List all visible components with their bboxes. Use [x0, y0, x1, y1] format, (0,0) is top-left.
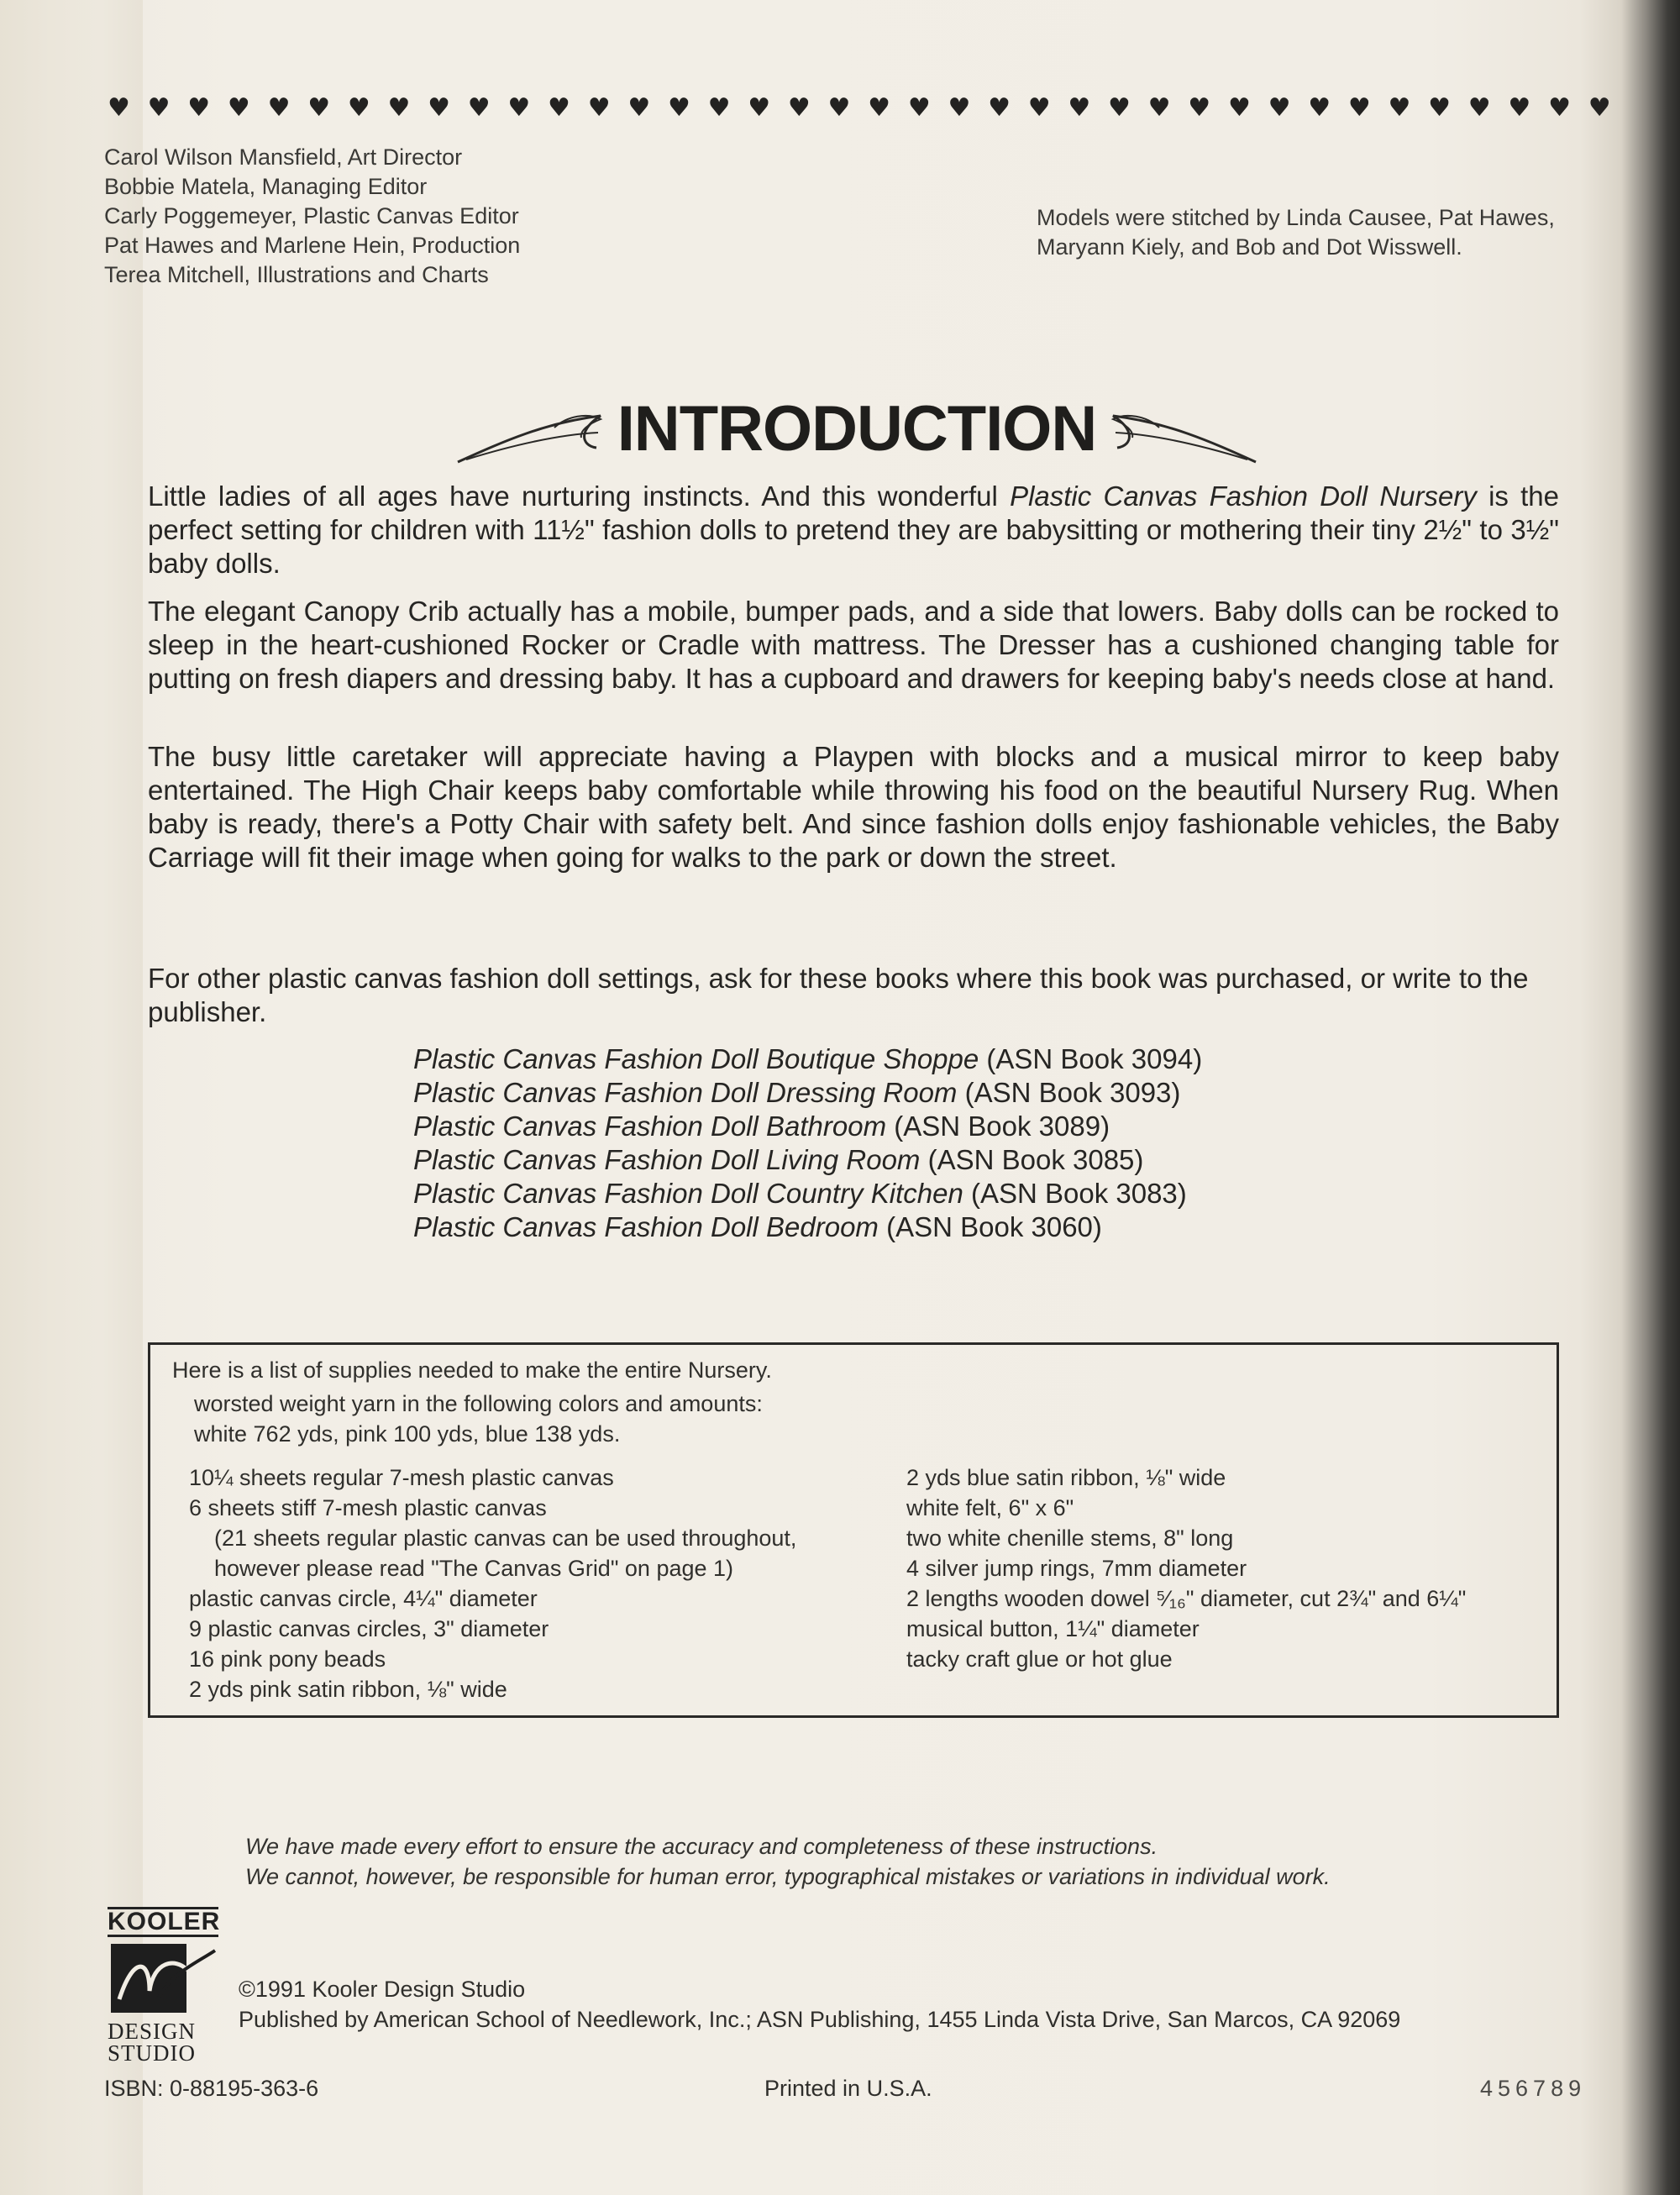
- heart-icon: ♥: [187, 93, 211, 123]
- heart-icon: ♥: [667, 93, 690, 123]
- book-title: Plastic Canvas Fashion Doll Living Room: [413, 1144, 921, 1175]
- staff-credits: [104, 143, 520, 290]
- heart-icon: ♥: [988, 93, 1011, 123]
- book-list-item: [413, 1143, 1202, 1177]
- heart-icon: ♥: [1227, 93, 1251, 123]
- print-run-number: 456789: [1480, 2076, 1587, 2101]
- supplies-left-column: [189, 1462, 796, 1704]
- credit-line: Pat Hawes and Marlene Hein, Production: [104, 233, 521, 258]
- logo-text-top: KOOLER: [108, 1908, 221, 1935]
- paragraph-text: is the perfect setting for children with 11½" fashion dolls to pretend they are babysitting or mothering their tiny 2½" to 3½" baby dolls.: [148, 480, 1560, 579]
- credit-line: Bobbie Matela, Managing Editor: [104, 174, 428, 199]
- supply-item: tacky craft glue or hot glue: [906, 1646, 1173, 1672]
- book-number: (ASN Book 3083): [963, 1178, 1187, 1209]
- book-list-item: [413, 1210, 1202, 1244]
- copyright-block: [239, 1974, 1400, 2035]
- supply-item: 2 lengths wooden dowel ⁵⁄₁₆" diameter, cut 2¾" and 6¼": [906, 1586, 1467, 1611]
- book-title: Plastic Canvas Fashion Doll Country Kitchen: [413, 1178, 963, 1209]
- heart-icon: ♥: [907, 93, 931, 123]
- heart-icon: ♥: [1108, 93, 1131, 123]
- heart-icon: ♥: [387, 93, 411, 123]
- publisher-line: Published by American School of Needlework, Inc.; ASN Publishing, 1455 Linda Vista Drive, San Marcos, CA 92069: [239, 2007, 1401, 2032]
- supply-item: white felt, 6" x 6": [906, 1495, 1074, 1520]
- supply-item: plastic canvas circle, 4¼" diameter: [189, 1586, 538, 1611]
- heart-icon: ♥: [428, 93, 451, 123]
- heart-icon: ♥: [1188, 93, 1211, 123]
- logo-mark-icon: [108, 1940, 218, 2016]
- isbn: ISBN: 0-88195-363-6: [104, 2076, 319, 2101]
- heart-border: [108, 94, 1611, 123]
- heart-icon: ♥: [707, 93, 731, 123]
- heart-icon: ♥: [1308, 93, 1331, 123]
- model-credit-line: Models were stitched by Linda Causee, Pat Hawes,: [1037, 205, 1555, 230]
- heart-icon: ♥: [347, 93, 370, 123]
- intro-paragraph-4: For other plastic canvas fashion doll settings, ask for these books where this book was purchased, or write to the publisher.: [148, 963, 1529, 1027]
- intro-paragraph-3: The busy little caretaker will appreciate having a Playpen with blocks and a musical mirror to keep baby entertained. The High Chair keeps baby comfortable while throwing his food on the beautiful Nursery Rug. When baby is ready, there's a Potty Chair with safety belt. And since fashion dolls enjoy fashionable vehicles, the Baby Carriage will fit their image when going for walks to the park or down the street.: [148, 741, 1559, 873]
- intro-paragraph-1: [148, 480, 1559, 580]
- book-title-italic: Plastic Canvas Fashion Doll Nursery: [1010, 480, 1477, 512]
- book-number: (ASN Book 3094): [979, 1043, 1203, 1074]
- credit-line: Carol Wilson Mansfield, Art Director: [104, 144, 463, 170]
- supply-item: 2 yds blue satin ribbon, ⅛" wide: [906, 1465, 1226, 1490]
- heart-icon: ♥: [1147, 93, 1171, 123]
- model-credits: [1037, 203, 1641, 262]
- intro-paragraph-2: The elegant Canopy Crib actually has a mobile, bumper pads, and a side that lowers. Baby dolls can be rocked to sleep in the heart-cushioned Rocker or Cradle with mattress. The Dresser has a cushioned changing table for putting on fresh diapers and dressing baby. It has a cupboard and drawers for keeping baby's needs close at hand.: [148, 596, 1559, 694]
- supply-item: 16 pink pony beads: [189, 1646, 386, 1672]
- logo-text-bottom: [108, 2020, 225, 2064]
- book-number: (ASN Book 3085): [920, 1144, 1144, 1175]
- related-books-list: [413, 1042, 1202, 1244]
- publisher-logo: [108, 1907, 225, 2066]
- heart-icon: ♥: [108, 93, 130, 123]
- heart-icon: ♥: [267, 93, 291, 123]
- copyright-line: ©1991 Kooler Design Studio: [239, 1977, 526, 2002]
- heart-icon: ♥: [948, 93, 971, 123]
- heart-icon: ♥: [1588, 93, 1611, 123]
- book-title: Plastic Canvas Fashion Doll Bathroom: [413, 1111, 887, 1142]
- introduction-heading: [454, 382, 1260, 483]
- heart-icon: ♥: [1068, 93, 1091, 123]
- paragraph-text: Little ladies of all ages have nurturing instincts. And this wonderful: [148, 480, 1011, 512]
- disclaimer-line: We cannot, however, be responsible for human error, typographical mistakes or variations in individual work.: [245, 1864, 1331, 1889]
- supply-item: worsted weight yarn in the following colors and amounts:: [194, 1391, 763, 1416]
- book-title: Plastic Canvas Fashion Doll Dressing Room: [413, 1077, 958, 1108]
- supply-item: 9 plastic canvas circles, 3" diameter: [189, 1616, 549, 1641]
- book-list-item: [413, 1177, 1202, 1210]
- model-credit-line: Maryann Kiely, and Bob and Dot Wisswell.: [1037, 234, 1462, 260]
- heart-icon: ♥: [548, 93, 570, 123]
- book-number: (ASN Book 3093): [957, 1077, 1181, 1108]
- disclaimer: [245, 1831, 1331, 1892]
- heart-icon: ♥: [627, 93, 651, 123]
- heart-icon: ♥: [1428, 93, 1452, 123]
- heart-icon: ♥: [1027, 93, 1051, 123]
- book-number: (ASN Book 3060): [878, 1211, 1102, 1242]
- supply-item: 4 silver jump rings, 7mm diameter: [906, 1556, 1247, 1581]
- disclaimer-line: We have made every effort to ensure the accuracy and completeness of these instructions.: [245, 1834, 1158, 1859]
- heart-icon: ♥: [1467, 93, 1491, 123]
- heart-icon: ♥: [227, 93, 250, 123]
- book-list-item: [413, 1110, 1202, 1143]
- heart-icon: ♥: [787, 93, 811, 123]
- book-title: Plastic Canvas Fashion Doll Boutique Shoppe: [413, 1043, 979, 1074]
- heart-icon: ♥: [1548, 93, 1571, 123]
- logo-word: DESIGN: [108, 2019, 196, 2044]
- heart-icon: ♥: [467, 93, 491, 123]
- binding-tape: [0, 0, 143, 2195]
- book-number: (ASN Book 3089): [886, 1111, 1110, 1142]
- page-title: INTRODUCTION: [617, 393, 1097, 465]
- heart-icon: ♥: [307, 93, 331, 123]
- book-list-item: [413, 1076, 1202, 1110]
- credit-line: Carly Poggemeyer, Plastic Canvas Editor: [104, 203, 519, 228]
- logo-word: STUDIO: [108, 2040, 196, 2066]
- printed-in: Printed in U.S.A.: [764, 2076, 932, 2101]
- supply-item: white 762 yds, pink 100 yds, blue 138 yds.: [194, 1421, 621, 1447]
- supply-item: (21 sheets regular plastic canvas can be used throughout,: [214, 1525, 797, 1551]
- heart-icon: ♥: [507, 93, 531, 123]
- credit-line: Terea Mitchell, Illustrations and Charts: [104, 262, 489, 287]
- heart-icon: ♥: [147, 93, 171, 123]
- supply-item: 10¼ sheets regular 7-mesh plastic canvas: [189, 1465, 614, 1490]
- supply-item: two white chenille stems, 8" long: [906, 1525, 1234, 1551]
- heart-icon: ♥: [587, 93, 611, 123]
- book-list-item: [413, 1042, 1202, 1076]
- supplies-intro: Here is a list of supplies needed to make the entire Nursery.: [172, 1357, 772, 1383]
- supply-item: however please read "The Canvas Grid" on page 1): [214, 1556, 734, 1581]
- supply-item: 2 yds pink satin ribbon, ⅛" wide: [189, 1677, 507, 1702]
- heart-icon: ♥: [1388, 93, 1411, 123]
- heart-icon: ♥: [748, 93, 771, 123]
- heart-icon: ♥: [868, 93, 891, 123]
- book-title: Plastic Canvas Fashion Doll Bedroom: [413, 1211, 879, 1242]
- heart-icon: ♥: [827, 93, 851, 123]
- supplies-box: [148, 1342, 1559, 1718]
- heart-icon: ♥: [1508, 93, 1531, 123]
- heart-icon: ♥: [1347, 93, 1371, 123]
- supply-item: 6 sheets stiff 7-mesh plastic canvas: [189, 1495, 547, 1520]
- supplies-yarn: [194, 1389, 763, 1449]
- heart-icon: ♥: [1268, 93, 1291, 123]
- supply-item: musical button, 1¼" diameter: [906, 1616, 1200, 1641]
- supplies-right-column: [906, 1462, 1466, 1674]
